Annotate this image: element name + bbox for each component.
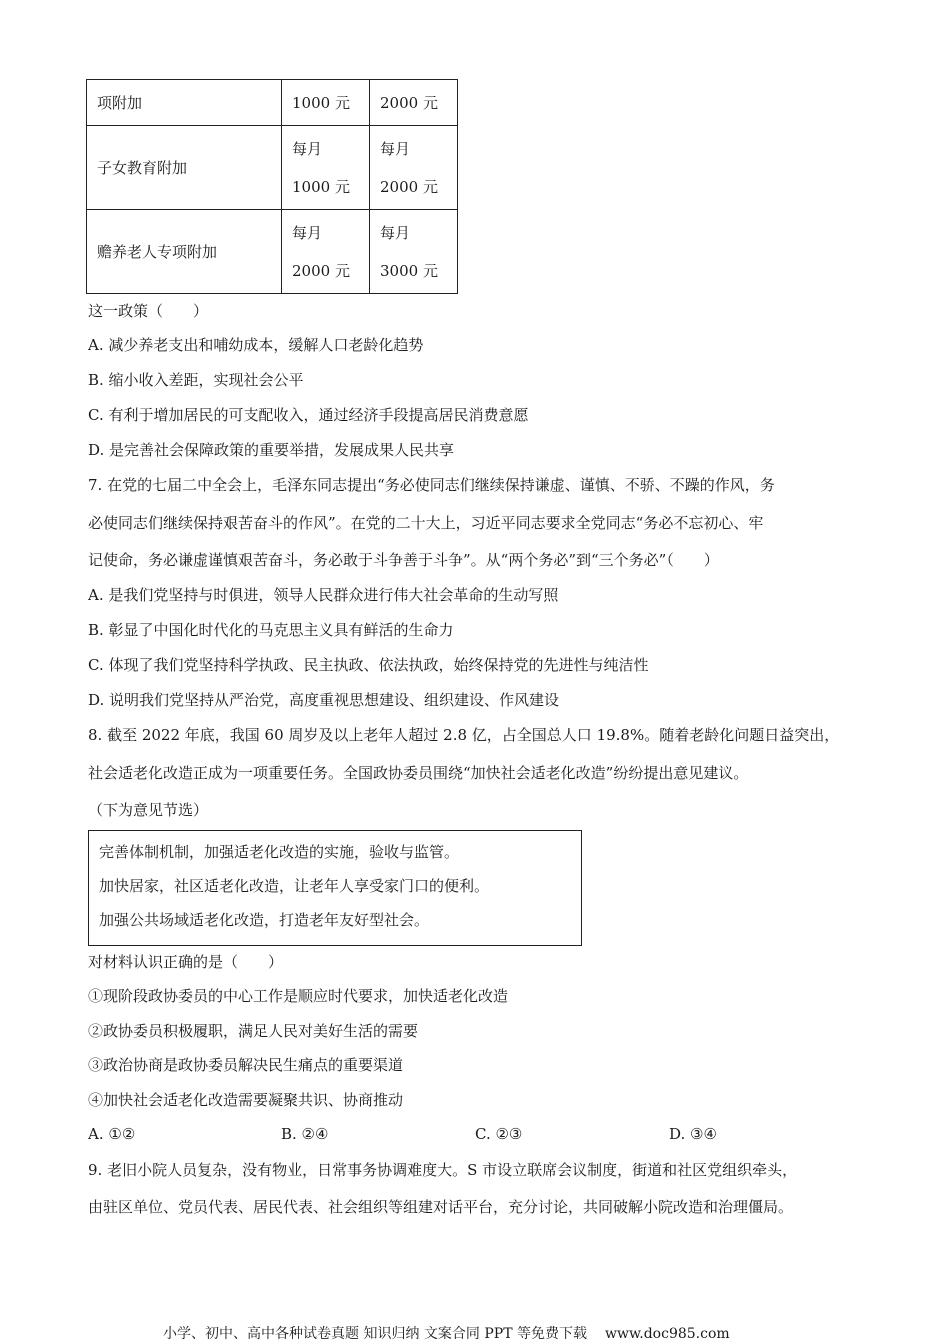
q8-choice-d: D. ③④ xyxy=(669,1125,717,1143)
table-cell-label: 赡养老人专项附加 xyxy=(87,210,282,294)
cell-text: 每月 xyxy=(380,223,411,242)
q7-option-b: B. 彰显了中国化时代化的马克思主义具有鲜活的生命力 xyxy=(88,621,454,639)
q8-choice-c: C. ②③ xyxy=(475,1125,523,1143)
page-footer xyxy=(163,1325,730,1343)
q7-option-d: D. 说明我们党坚持从严治党，高度重视思想建设、组织建设、作风建设 xyxy=(88,691,560,709)
q7-option-c: C. 体现了我们党坚持科学执政、民主执政、依法执政，始终保持党的先进性与纯洁性 xyxy=(88,656,649,674)
cell-text: 2000 元 xyxy=(380,177,438,196)
table-cell xyxy=(282,210,370,294)
table-cell xyxy=(370,126,458,210)
q7-stem-line: 7. 在党的七届二中全会上，毛泽东同志提出“务必使同志们继续保持谦虚、谨慎、不骄、不躁的作风，务 xyxy=(88,476,775,494)
q8-stem-line: （下为意见节选） xyxy=(88,801,209,819)
q8-stem-line: 8. 截至 2022 年底，我国 60 周岁及以上老年人超过 2.8 亿，占全国总人口 19.8%。随着老龄化问题日益突出， xyxy=(88,726,840,744)
q6-option-d: D. 是完善社会保障政策的重要举措，发展成果人民共享 xyxy=(88,441,455,459)
q8-choice-b: B. ②④ xyxy=(281,1125,329,1143)
table-cell xyxy=(370,210,458,294)
table-cell-label: 子女教育附加 xyxy=(87,126,282,210)
q7-stem-line: 记使命，务必谦虚谨慎艰苦奋斗，务必敢于斗争善于斗争”。从“两个务必”到“三个务必”（ ） xyxy=(88,551,719,569)
footer-text: 小学、初中、高中各种试卷真题 知识归纳 文案合同 PPT 等免费下载 xyxy=(163,1326,587,1342)
table-row xyxy=(87,210,458,294)
q7-stem-line: 必使同志们继续保持艰苦奋斗的作风”。在党的二十大上，习近平同志要求全党同志“务必不忘初心、牢 xyxy=(88,514,764,532)
q9-stem-line: 由驻区单位、党员代表、居民代表、社会组织等组建对话平台，充分讨论，共同破解小院改造和治理僵局。 xyxy=(88,1198,794,1216)
q8-question: 对材料认识正确的是（ ） xyxy=(88,953,284,971)
cell-text: 每月 xyxy=(292,139,323,158)
footer-link[interactable]: www.doc985.com xyxy=(604,1326,730,1342)
opinion-line: 加快居家，社区适老化改造，让老年人享受家门口的便利。 xyxy=(99,877,490,895)
table-cell-label: 项附加 xyxy=(87,80,282,126)
table-row xyxy=(87,80,458,126)
opinion-line: 完善体制机制，加强适老化改造的实施，验收与监管。 xyxy=(99,843,460,861)
q8-stem-line: 社会适老化改造正成为一项重要任务。全国政协委员围绕“加快社会适老化改造”纷纷提出意见建议。 xyxy=(88,764,749,782)
cell-text: 每月 xyxy=(292,223,323,242)
q6-option-b: B. 缩小收入差距，实现社会公平 xyxy=(88,371,304,389)
q6-option-a: A. 减少养老支出和哺幼成本，缓解人口老龄化趋势 xyxy=(88,336,424,354)
q6-stem: 这一政策（ ） xyxy=(88,302,209,320)
q8-statement-3: ③政治协商是政协委员解决民生痛点的重要渠道 xyxy=(88,1056,404,1074)
q8-statement-4: ④加快社会适老化改造需要凝聚共识、协商推动 xyxy=(88,1091,404,1109)
opinion-line: 加强公共场域适老化改造，打造老年友好型社会。 xyxy=(99,911,430,929)
deduction-table xyxy=(86,79,458,294)
q6-option-c: C. 有利于增加居民的可支配收入，通过经济手段提高居民消费意愿 xyxy=(88,406,529,424)
q7-option-a: A. 是我们党坚持与时俱进，领导人民群众进行伟大社会革命的生动写照 xyxy=(88,586,559,604)
q8-statement-1: ①现阶段政协委员的中心工作是顺应时代要求，加快适老化改造 xyxy=(88,987,509,1005)
table-row xyxy=(87,126,458,210)
cell-text: 每月 xyxy=(380,139,411,158)
cell-text: 3000 元 xyxy=(380,261,438,280)
q8-choice-a: A. ①② xyxy=(88,1125,136,1143)
q9-stem-line: 9. 老旧小院人员复杂，没有物业，日常事务协调难度大。S 市设立联席会议制度，街道和社区党组织牵头， xyxy=(88,1161,798,1179)
table-cell xyxy=(282,126,370,210)
cell-text: 2000 元 xyxy=(292,261,350,280)
table-cell xyxy=(370,80,458,126)
opinion-excerpt-box xyxy=(88,830,582,946)
cell-text: 1000 元 xyxy=(292,177,350,196)
table-cell xyxy=(282,80,370,126)
cell-text: 2000 元 xyxy=(380,94,438,112)
q8-statement-2: ②政协委员积极履职，满足人民对美好生活的需要 xyxy=(88,1022,419,1040)
cell-text: 1000 元 xyxy=(292,94,350,112)
